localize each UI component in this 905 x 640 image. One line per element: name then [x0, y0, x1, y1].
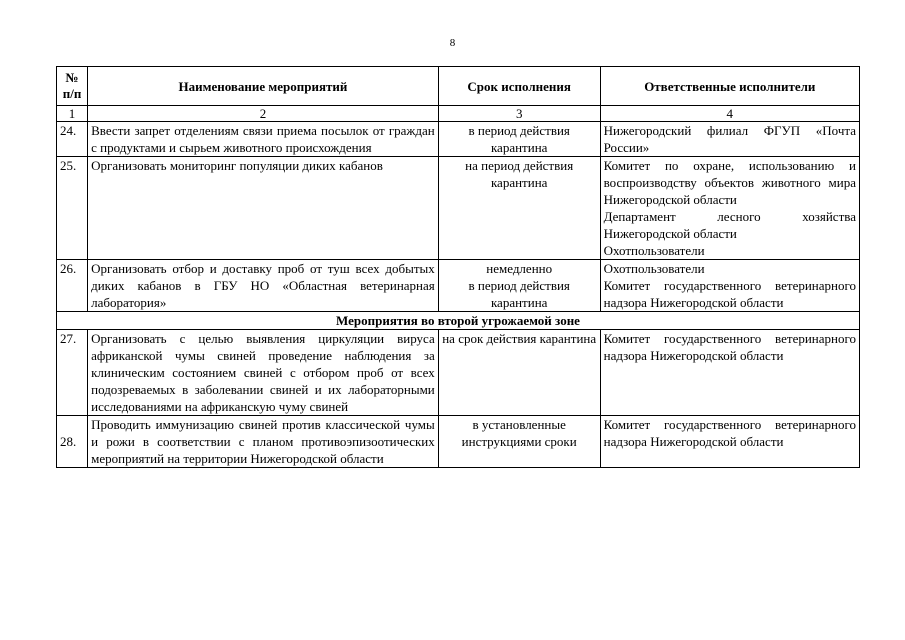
- page-number: 8: [449, 37, 456, 49]
- deadline-line: немедленно: [486, 261, 553, 276]
- responsible-line: Охотпользователи: [603, 261, 705, 276]
- column-index: 2: [88, 106, 439, 122]
- measure-name: Проводить иммунизацию свиней против классической чумы и рожи в соответствии с планом противоэпизоотических мероприятий на территории Нижегородской области: [88, 416, 439, 468]
- responsible: [600, 157, 859, 260]
- row-number: 25.: [57, 157, 88, 260]
- responsible-line: Нижегородский филиал ФГУП «Почта России»: [603, 123, 856, 155]
- responsible: [600, 122, 859, 157]
- row-number: 24.: [57, 122, 88, 157]
- responsible-line: Комитет государственного ветеринарного надзора Нижегородской области: [603, 278, 856, 310]
- responsible: [600, 260, 859, 312]
- header-resp: Ответственные исполнители: [600, 67, 859, 106]
- table-row: [57, 260, 860, 312]
- row-number: 28.: [57, 416, 88, 468]
- responsible-line: Департамент лесного хозяйства Нижегородской области: [603, 209, 856, 241]
- deadline: в установленные инструкциями сроки: [438, 416, 600, 468]
- deadline-line: в период действия карантина: [468, 278, 570, 310]
- measure-name: Организовать с целью выявления циркуляции вируса африканской чумы свиней проведение наблюдения за клиническим состоянием свиней с отбором проб от всех подозреваемых в заболевании свиней и их лабораторными исследованиями на африканскую чуму свиней: [88, 330, 439, 416]
- table-row: [57, 416, 860, 468]
- deadline: на период действия карантина: [438, 157, 600, 260]
- table-row: [57, 330, 860, 416]
- measure-name: Ввести запрет отделениям связи приема посылок от граждан с продуктами и сырьем животного происхождения: [88, 122, 439, 157]
- responsible-line: Комитет по охране, использованию и воспроизводству объектов животного мира Нижегородской области: [603, 158, 856, 207]
- responsible-line: Комитет государственного ветеринарного надзора Нижегородской области: [603, 331, 856, 363]
- measure-name: Организовать мониторинг популяции диких кабанов: [88, 157, 439, 260]
- header-num: № п/п: [57, 67, 88, 106]
- responsible-line: Комитет государственного ветеринарного надзора Нижегородской области: [603, 417, 856, 449]
- table-row: [57, 157, 860, 260]
- column-index: 1: [57, 106, 88, 122]
- deadline: в период действия карантина: [438, 122, 600, 157]
- deadline: на срок действия карантина: [438, 330, 600, 416]
- responsible: [600, 330, 859, 416]
- section-header-row: [57, 312, 860, 330]
- measures-table: [56, 66, 860, 468]
- responsible: [600, 416, 859, 468]
- header-name: Наименование мероприятий: [88, 67, 439, 106]
- header-row: [57, 67, 860, 106]
- section-title: Мероприятия во второй угрожаемой зоне: [57, 312, 860, 330]
- column-index-row: [57, 106, 860, 122]
- row-number: 27.: [57, 330, 88, 416]
- measure-name: Организовать отбор и доставку проб от туш всех добытых диких кабанов в ГБУ НО «Областная ветеринарная лаборатория»: [88, 260, 439, 312]
- row-number: 26.: [57, 260, 88, 312]
- column-index: 4: [600, 106, 859, 122]
- column-index: 3: [438, 106, 600, 122]
- table-row: [57, 122, 860, 157]
- responsible-line: Охотпользователи: [603, 243, 705, 258]
- header-term: Срок исполнения: [438, 67, 600, 106]
- deadline: [438, 260, 600, 312]
